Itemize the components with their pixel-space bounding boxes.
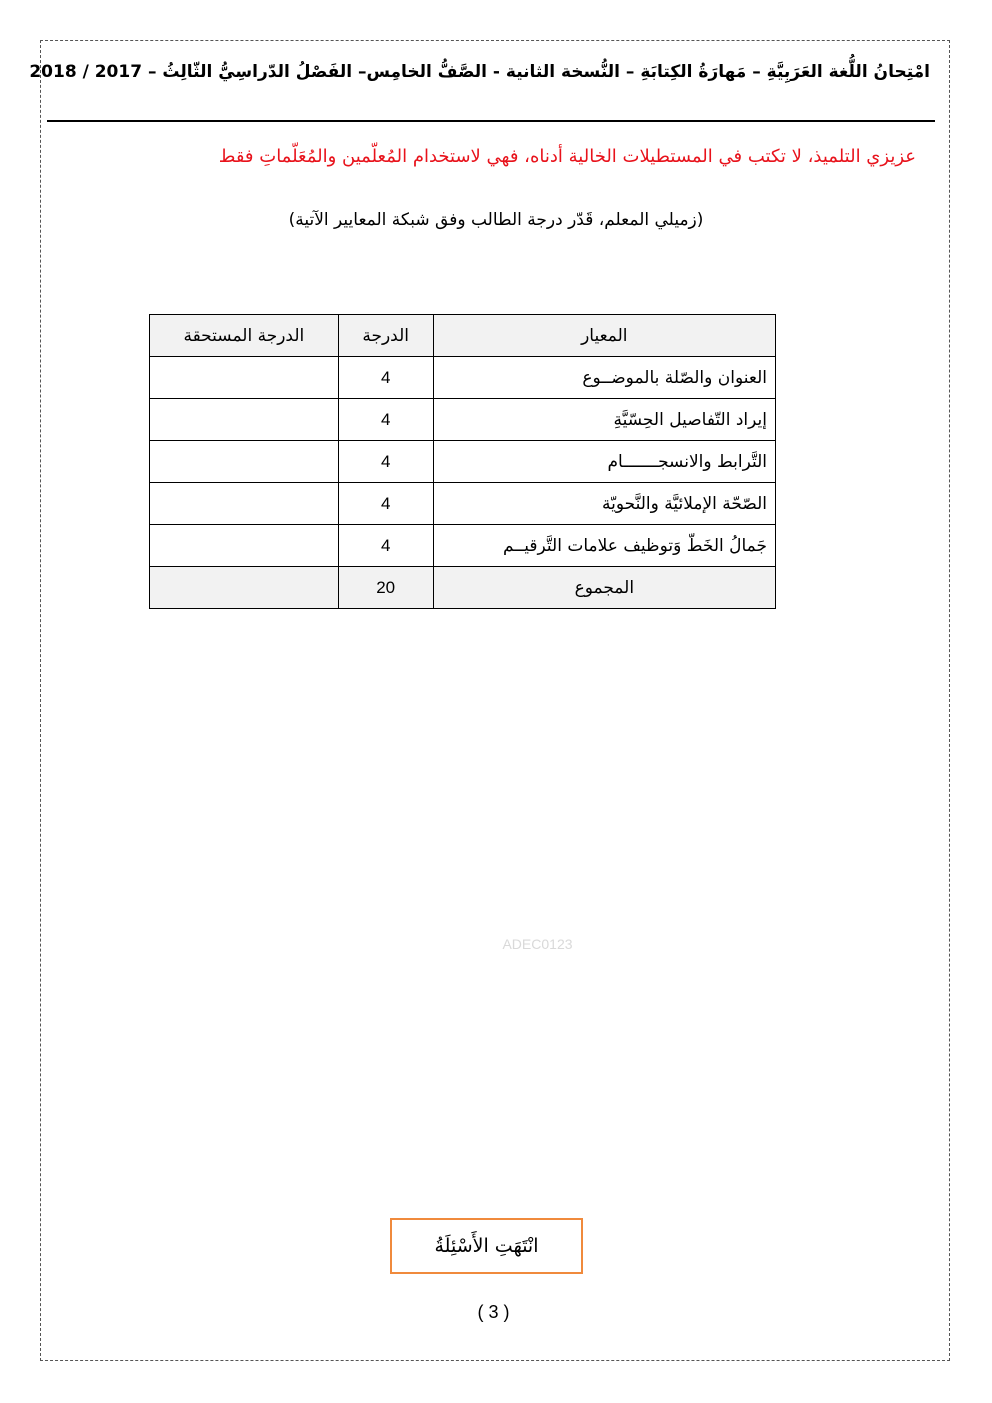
page-frame (29, 40, 950, 1361)
watermark: ADEC0123 (502, 936, 573, 952)
page-number: ( 3 ) (477, 1302, 510, 1322)
earned-score-cell[interactable] (150, 441, 339, 483)
score-cell: 4 (338, 357, 433, 399)
score-cell: 4 (338, 483, 433, 525)
student-notice: عزيزي التلميذ، لا تكتب في المستطيلات الخالية أدناه، فهي لاستخدام المُعلّمين والمُعَلّماتِ فقط (218, 146, 916, 167)
header-criterion: المعيار (433, 315, 775, 357)
earned-score-cell[interactable] (150, 483, 339, 525)
score-cell: 4 (338, 525, 433, 567)
total-score-cell: 20 (338, 567, 433, 609)
end-of-questions-label: انْتَهَتِ الأَسْئِلَةُ (434, 1235, 539, 1257)
total-earned-cell[interactable] (150, 567, 339, 609)
criterion-cell: التَّرابط والانسجـــــــام (433, 441, 775, 483)
criterion-cell: إيراد التّفاصيل الحِسّيَّةِ (433, 399, 775, 441)
criterion-cell: الصّحّة الإملائيَّة والنَّحويّة (433, 483, 775, 525)
header-divider (47, 120, 935, 122)
table-row (150, 483, 776, 525)
criterion-cell: جَمالُ الخَطّ وَتوظيف علامات التَّرقيــم (433, 525, 775, 567)
table-row (150, 399, 776, 441)
score-cell: 4 (338, 399, 433, 441)
exam-header-title: امْتِحانُ اللُّغة العَرَبِيَّةِ – مَهارَةُ الكِتابَةِ – النُّسخة الثانية - الصَّفُّ الخامِس– الفَصْلُ الدّراسِيُّ الثّالِثُ – 2017 / 2018 (29, 62, 930, 82)
criterion-cell: العنوان والصّلة بالموضــوع (433, 357, 775, 399)
earned-score-cell[interactable] (150, 357, 339, 399)
header-score: الدرجة (338, 315, 433, 357)
table-total-row (150, 567, 776, 609)
earned-score-cell[interactable] (150, 525, 339, 567)
earned-score-cell[interactable] (150, 399, 339, 441)
score-cell: 4 (338, 441, 433, 483)
grading-rubric-table (149, 314, 776, 609)
total-label-cell: المجموع (433, 567, 775, 609)
table-row (150, 357, 776, 399)
table-header-row (150, 315, 776, 357)
table-row (150, 441, 776, 483)
header-earned: الدرجة المستحقة (150, 315, 339, 357)
teacher-instruction: (زميلي المعلم، قَدّر درجة الطالب وفق شبكة المعايير الآتية) (288, 210, 704, 230)
table-row (150, 525, 776, 567)
end-of-questions-box (390, 1218, 583, 1274)
